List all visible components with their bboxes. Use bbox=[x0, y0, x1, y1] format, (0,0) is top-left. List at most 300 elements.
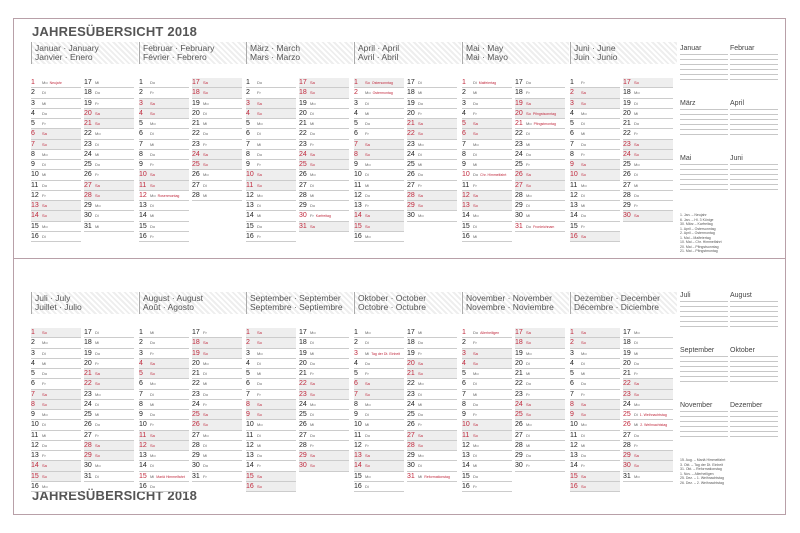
day-number: 2 bbox=[139, 339, 143, 347]
weekday: Di bbox=[310, 182, 314, 188]
day-cell bbox=[515, 328, 565, 338]
day-number: 30 bbox=[623, 462, 631, 470]
day-number: 8 bbox=[139, 400, 143, 408]
weekday: Fr bbox=[257, 162, 261, 167]
day-cell bbox=[354, 232, 404, 242]
day-cell bbox=[31, 109, 81, 119]
day-cell bbox=[354, 359, 404, 369]
day-cell bbox=[84, 420, 134, 430]
day-number: 26 bbox=[299, 421, 307, 429]
day-cell bbox=[31, 472, 81, 482]
day-cell bbox=[462, 349, 512, 359]
day-cell bbox=[299, 349, 349, 359]
weekday: So bbox=[634, 80, 639, 85]
day-cell bbox=[623, 119, 673, 129]
day-number: 29 bbox=[515, 452, 523, 459]
day-cell bbox=[407, 109, 457, 119]
day-column bbox=[623, 328, 673, 482]
day-number: 26 bbox=[84, 421, 92, 429]
day-number: 21 bbox=[299, 120, 307, 127]
day-number: 5 bbox=[570, 370, 574, 377]
mini-calendar bbox=[730, 154, 778, 194]
weekday: Di bbox=[42, 350, 46, 356]
weekday: Fr bbox=[150, 162, 154, 167]
day-cell bbox=[515, 170, 565, 180]
weekday: Mi bbox=[365, 182, 370, 188]
weekday: Do bbox=[150, 80, 156, 85]
weekday: Sa bbox=[365, 381, 370, 387]
weekday: Mi bbox=[42, 172, 47, 178]
weekday: Mi bbox=[634, 350, 639, 356]
day-number: 8 bbox=[246, 150, 250, 158]
day-number: 2 bbox=[354, 339, 358, 347]
mini-calendar bbox=[730, 401, 778, 441]
day-number: 1 bbox=[246, 329, 250, 336]
day-number: 9 bbox=[139, 161, 143, 168]
day-cell bbox=[139, 400, 189, 410]
day-number: 25 bbox=[515, 411, 523, 418]
day-cell bbox=[515, 150, 565, 160]
day-cell bbox=[623, 191, 673, 201]
weekday: So bbox=[634, 391, 639, 397]
day-cell bbox=[246, 420, 296, 430]
holiday-label: 1. Weihnachtstag bbox=[639, 413, 667, 417]
day-number: 1 bbox=[139, 329, 143, 336]
weekday: Mi bbox=[634, 422, 639, 428]
day-number: 25 bbox=[192, 161, 200, 168]
weekday: Mo bbox=[473, 371, 479, 376]
day-number: 5 bbox=[31, 370, 35, 377]
weekday: Mo bbox=[203, 360, 209, 366]
day-number: 25 bbox=[299, 161, 307, 168]
day-number: 2 bbox=[462, 339, 466, 347]
weekday: Mo bbox=[42, 483, 48, 489]
day-number: 9 bbox=[354, 411, 358, 418]
weekday: Di bbox=[634, 412, 638, 417]
weekday: So bbox=[634, 151, 639, 157]
mini-calendar-grid bbox=[680, 109, 728, 139]
day-number: 3 bbox=[570, 99, 574, 107]
day-cell bbox=[192, 338, 242, 348]
weekday: Do bbox=[526, 381, 532, 387]
mini-calendar-title: August bbox=[730, 292, 752, 299]
weekday: Mo bbox=[581, 182, 587, 188]
weekday: Di bbox=[95, 473, 99, 479]
day-cell bbox=[31, 359, 81, 369]
day-cell bbox=[354, 410, 404, 420]
weekday: Sa bbox=[42, 203, 47, 208]
month-name-l1: Dezember · December bbox=[574, 293, 660, 303]
day-number: 20 bbox=[299, 359, 307, 367]
month-header bbox=[246, 292, 353, 314]
day-number: 19 bbox=[192, 349, 200, 357]
day-cell bbox=[139, 119, 189, 129]
day-cell bbox=[462, 119, 512, 129]
day-cell bbox=[246, 482, 296, 492]
day-number: 18 bbox=[515, 339, 523, 347]
day-number: 17 bbox=[623, 329, 631, 336]
weekday: Di bbox=[42, 422, 46, 428]
day-cell bbox=[462, 99, 512, 109]
day-column bbox=[570, 78, 620, 242]
day-cell bbox=[623, 88, 673, 98]
day-number: 19 bbox=[515, 349, 523, 357]
day-cell bbox=[31, 181, 81, 191]
weekday: Mo bbox=[42, 80, 48, 85]
day-number: 13 bbox=[139, 202, 147, 209]
day-number: 19 bbox=[299, 349, 307, 357]
month-11 bbox=[570, 292, 676, 488]
day-cell bbox=[31, 232, 81, 242]
day-number: 20 bbox=[407, 359, 415, 367]
day-number: 10 bbox=[31, 171, 39, 179]
holiday-note: 10. Mai – Chr. Himmelfahrt bbox=[680, 240, 722, 244]
day-number: 4 bbox=[462, 109, 466, 117]
holiday-label: Ostermontag bbox=[372, 91, 393, 96]
day-cell bbox=[246, 140, 296, 150]
day-cell bbox=[192, 420, 242, 430]
day-number: 30 bbox=[84, 212, 92, 220]
day-cell bbox=[192, 88, 242, 98]
weekday: Fr bbox=[526, 391, 530, 397]
weekday: Mo bbox=[581, 110, 587, 116]
mini-calendar-grid bbox=[680, 164, 728, 194]
day-number: 20 bbox=[192, 109, 200, 117]
half-separator bbox=[13, 258, 786, 259]
day-number: 5 bbox=[139, 370, 143, 377]
day-number: 16 bbox=[246, 482, 254, 490]
weekday: Di bbox=[42, 233, 46, 239]
weekday: Do bbox=[634, 192, 640, 198]
day-column bbox=[139, 328, 189, 492]
weekday: Do bbox=[418, 172, 424, 178]
day-cell bbox=[407, 338, 457, 348]
weekday: Fr bbox=[150, 422, 154, 428]
weekday: Fr bbox=[42, 121, 46, 126]
day-cell bbox=[407, 349, 457, 359]
mini-calendar-grid bbox=[730, 164, 778, 194]
day-number: 18 bbox=[299, 339, 307, 347]
weekday: Di bbox=[418, 151, 422, 157]
weekday: Mi bbox=[581, 442, 586, 448]
day-number: 30 bbox=[84, 462, 92, 470]
weekday: Mo bbox=[150, 453, 156, 458]
day-column bbox=[515, 78, 565, 232]
day-number: 25 bbox=[192, 411, 200, 418]
weekday: So bbox=[526, 340, 531, 346]
day-cell bbox=[570, 359, 620, 369]
day-cell bbox=[84, 99, 134, 109]
day-cell bbox=[31, 420, 81, 430]
weekday: Sa bbox=[581, 330, 586, 335]
weekday: So bbox=[581, 172, 586, 178]
weekday: Mi bbox=[95, 151, 100, 157]
day-cell bbox=[139, 201, 189, 211]
day-cell bbox=[570, 431, 620, 441]
day-number: 29 bbox=[84, 452, 92, 459]
day-cell bbox=[192, 160, 242, 170]
day-cell bbox=[84, 338, 134, 348]
mini-calendar bbox=[730, 44, 778, 84]
day-cell bbox=[623, 129, 673, 139]
day-number: 14 bbox=[570, 212, 578, 220]
day-number: 6 bbox=[462, 130, 466, 138]
day-number: 23 bbox=[299, 390, 307, 398]
day-number: 14 bbox=[31, 462, 39, 470]
day-number: 23 bbox=[623, 140, 631, 148]
day-cell bbox=[462, 129, 512, 139]
weekday: Di bbox=[42, 162, 46, 167]
weekday: Mi bbox=[473, 162, 478, 167]
weekday: Mo bbox=[310, 401, 316, 407]
weekday: So bbox=[310, 463, 315, 469]
holiday-label: Tag der Dt. Einheit bbox=[371, 351, 401, 356]
day-cell bbox=[139, 211, 189, 221]
weekday: Fr bbox=[95, 360, 99, 366]
day-cell bbox=[570, 88, 620, 98]
day-number: 18 bbox=[515, 89, 523, 97]
weekday: Do bbox=[581, 453, 587, 458]
weekday: So bbox=[581, 100, 586, 106]
mini-calendar-title: März bbox=[680, 100, 696, 107]
weekday: Di bbox=[526, 360, 530, 366]
weekday: Do bbox=[150, 340, 156, 346]
weekday: Fr bbox=[203, 330, 207, 335]
day-cell bbox=[192, 461, 242, 471]
day-cell bbox=[354, 390, 404, 400]
day-cell bbox=[299, 400, 349, 410]
day-number: 12 bbox=[354, 441, 362, 449]
day-column bbox=[299, 78, 349, 232]
day-cell bbox=[246, 150, 296, 160]
month-name-l2: Juin · Junio bbox=[574, 52, 618, 62]
month-name-l2: Janvier · Enero bbox=[35, 52, 93, 62]
day-number: 30 bbox=[623, 212, 631, 220]
day-number: 21 bbox=[192, 370, 200, 377]
day-cell bbox=[84, 140, 134, 150]
weekday: Mo bbox=[365, 401, 371, 407]
weekday: So bbox=[42, 213, 47, 219]
weekday: Di bbox=[365, 412, 369, 417]
day-cell bbox=[246, 400, 296, 410]
day-cell bbox=[515, 191, 565, 201]
day-cell bbox=[299, 441, 349, 451]
weekday: Sa bbox=[203, 151, 208, 157]
day-cell bbox=[623, 441, 673, 451]
weekday: Mo bbox=[634, 330, 640, 335]
day-number: 18 bbox=[192, 339, 200, 347]
weekday: Sa bbox=[473, 350, 478, 356]
day-cell bbox=[139, 472, 189, 482]
day-number: 1 bbox=[354, 329, 358, 336]
day-number: 13 bbox=[354, 452, 362, 459]
day-number: 1 bbox=[31, 79, 35, 86]
day-cell bbox=[31, 400, 81, 410]
day-number: 19 bbox=[84, 349, 92, 357]
mini-calendar bbox=[680, 291, 728, 331]
weekday: So bbox=[310, 162, 315, 167]
month-name-l2: Avril · Abril bbox=[358, 52, 399, 62]
day-number: 2 bbox=[570, 339, 574, 347]
day-cell bbox=[570, 99, 620, 109]
day-number: 25 bbox=[84, 161, 92, 168]
day-cell bbox=[139, 99, 189, 109]
weekday: Mi bbox=[526, 371, 531, 376]
weekday: So bbox=[526, 182, 531, 188]
day-cell bbox=[192, 99, 242, 109]
weekday: Fr bbox=[42, 192, 46, 198]
day-cell bbox=[84, 379, 134, 389]
day-number: 20 bbox=[623, 109, 631, 117]
day-cell bbox=[462, 170, 512, 180]
weekday: So bbox=[257, 340, 262, 346]
day-column bbox=[354, 328, 404, 492]
day-number: 16 bbox=[462, 232, 470, 240]
day-cell bbox=[192, 349, 242, 359]
month-header bbox=[570, 292, 677, 314]
month-header bbox=[139, 42, 246, 64]
day-number: 17 bbox=[192, 79, 200, 86]
weekday: Fr bbox=[365, 371, 369, 376]
weekday: Sa bbox=[581, 233, 586, 239]
weekday: So bbox=[257, 182, 262, 188]
day-number: 4 bbox=[246, 109, 250, 117]
day-number: 17 bbox=[299, 329, 307, 336]
day-number: 20 bbox=[84, 109, 92, 117]
day-cell bbox=[570, 461, 620, 471]
day-number: 23 bbox=[84, 140, 92, 148]
day-cell bbox=[515, 359, 565, 369]
mini-calendar-title: Juni bbox=[730, 155, 743, 162]
day-number: 12 bbox=[462, 191, 470, 199]
day-number: 13 bbox=[570, 452, 578, 459]
day-number: 8 bbox=[570, 150, 574, 158]
day-cell bbox=[84, 222, 134, 232]
holiday-note: 1. April – Ostersonntag bbox=[680, 226, 716, 231]
day-number: 17 bbox=[84, 79, 92, 86]
weekday: Sa bbox=[365, 141, 370, 147]
weekday: Fr bbox=[42, 381, 46, 387]
weekday: Di bbox=[581, 192, 585, 198]
mini-calendar-grid bbox=[680, 301, 728, 331]
day-number: 2 bbox=[31, 339, 35, 347]
day-cell bbox=[570, 170, 620, 180]
weekday: Do bbox=[150, 151, 156, 157]
weekday: Mo bbox=[581, 422, 587, 428]
day-number: 24 bbox=[515, 150, 523, 158]
day-number: 20 bbox=[623, 359, 631, 367]
day-number: 21 bbox=[623, 370, 631, 377]
day-cell bbox=[354, 441, 404, 451]
weekday: Mo bbox=[95, 463, 101, 469]
day-cell bbox=[84, 181, 134, 191]
day-number: 19 bbox=[84, 99, 92, 107]
month-header bbox=[462, 42, 569, 64]
holiday-label: Ostersonntag bbox=[371, 81, 393, 85]
weekday: Di bbox=[257, 432, 261, 438]
day-number: 16 bbox=[31, 482, 39, 490]
day-number: 1 bbox=[570, 329, 574, 336]
day-cell bbox=[462, 88, 512, 98]
day-cell bbox=[462, 369, 512, 379]
day-cell bbox=[570, 410, 620, 420]
weekday: Do bbox=[42, 371, 48, 376]
day-number: 15 bbox=[139, 222, 147, 230]
day-cell bbox=[84, 160, 134, 170]
weekday: Mo bbox=[365, 330, 371, 335]
day-cell bbox=[354, 129, 404, 139]
weekday: So bbox=[473, 360, 478, 366]
day-cell bbox=[623, 338, 673, 348]
weekday: Do bbox=[203, 131, 209, 137]
weekday: Fr bbox=[150, 350, 154, 356]
day-cell bbox=[623, 99, 673, 109]
weekday: Sa bbox=[634, 213, 639, 219]
weekday: So bbox=[365, 223, 370, 229]
day-number: 9 bbox=[462, 161, 466, 168]
weekday: Mo bbox=[310, 330, 316, 335]
mini-calendar-title: Januar bbox=[680, 45, 702, 52]
day-number: 29 bbox=[299, 202, 307, 209]
day-column bbox=[354, 78, 404, 242]
day-cell bbox=[31, 88, 81, 98]
day-cell bbox=[246, 88, 296, 98]
weekday: So bbox=[95, 381, 100, 387]
day-number: 2 bbox=[31, 89, 35, 97]
day-cell bbox=[623, 420, 673, 430]
holiday-note: 1. Nov. – Allerheiligen bbox=[680, 471, 714, 476]
weekday: Mi bbox=[42, 100, 47, 106]
day-number: 1 bbox=[570, 79, 574, 86]
day-cell bbox=[623, 160, 673, 170]
day-number: 7 bbox=[31, 390, 35, 398]
day-cell bbox=[192, 451, 242, 461]
day-cell bbox=[354, 88, 404, 98]
day-cell bbox=[139, 441, 189, 451]
day-cell bbox=[354, 400, 404, 410]
month-header bbox=[31, 42, 138, 64]
day-cell bbox=[192, 181, 242, 191]
day-cell bbox=[246, 191, 296, 201]
weekday: Fr bbox=[418, 422, 422, 428]
weekday: Di bbox=[634, 100, 638, 106]
weekday: Mi bbox=[95, 223, 100, 229]
day-number: 17 bbox=[407, 79, 415, 86]
weekday: Mi bbox=[95, 340, 100, 346]
day-number: 31 bbox=[623, 472, 631, 480]
weekday: Di bbox=[365, 172, 369, 178]
day-number: 30 bbox=[515, 212, 523, 220]
weekday: Fr bbox=[310, 442, 314, 448]
day-cell bbox=[84, 170, 134, 180]
weekday: So bbox=[581, 483, 586, 489]
day-number: 24 bbox=[192, 150, 200, 158]
day-cell bbox=[31, 328, 81, 338]
day-number: 19 bbox=[623, 349, 631, 357]
weekday: So bbox=[150, 442, 155, 448]
day-number: 25 bbox=[407, 161, 415, 168]
month-header bbox=[462, 292, 569, 314]
day-number: 22 bbox=[515, 380, 523, 388]
day-number: 8 bbox=[462, 150, 466, 158]
day-number: 5 bbox=[354, 370, 358, 377]
day-cell bbox=[407, 431, 457, 441]
day-number: 8 bbox=[354, 150, 358, 158]
day-number: 11 bbox=[31, 431, 39, 439]
weekday: Mo bbox=[257, 121, 263, 126]
day-number: 28 bbox=[407, 191, 415, 199]
day-cell bbox=[139, 338, 189, 348]
